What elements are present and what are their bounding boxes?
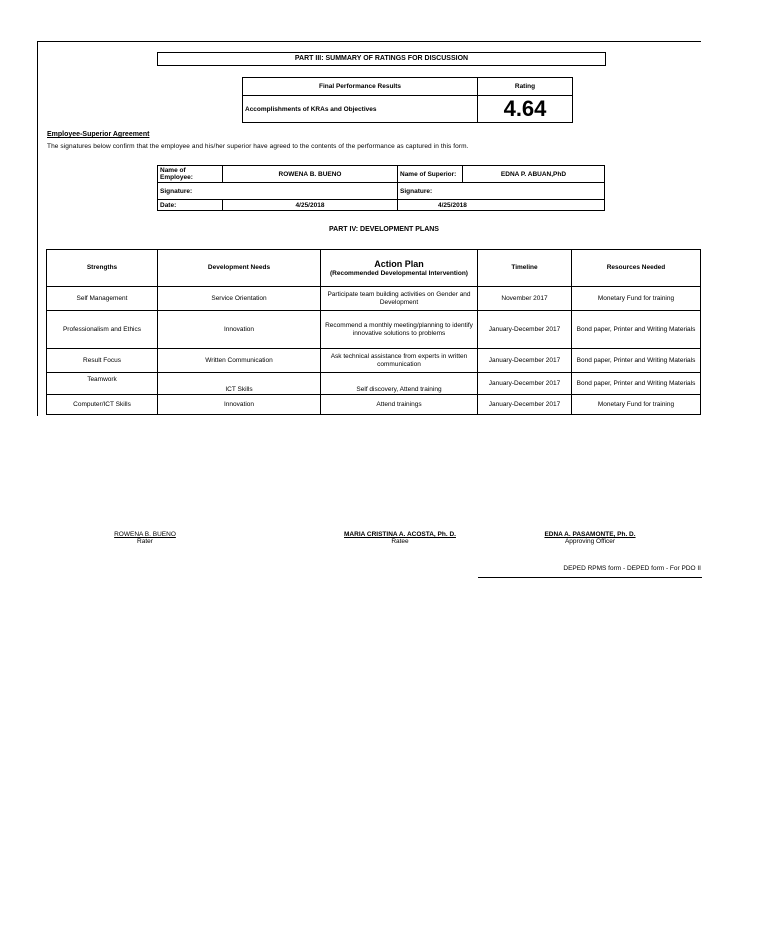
- action-cell: Ask technical assistance from experts in written communication: [321, 349, 478, 373]
- action-plan-title: Action Plan: [374, 258, 424, 269]
- part4-title: PART IV: DEVELOPMENT PLANS: [329, 226, 439, 233]
- action-cell: Recommend a monthly meeting/planning to identify innovative solutions to problems: [321, 311, 478, 349]
- header-timeline: Timeline: [478, 250, 572, 287]
- results-header-rating: Rating: [478, 78, 573, 96]
- frame-top-border: [37, 41, 701, 42]
- strength-cell: Self Management: [47, 287, 158, 311]
- timeline-cell: January-December 2017: [478, 349, 572, 373]
- action-cell: Self discovery, Attend training: [321, 373, 478, 395]
- superior-name-label: Name of Superior:: [398, 166, 463, 183]
- agreement-heading: Employee-Superior Agreement: [47, 131, 150, 138]
- resources-cell: Monetary Fund for training: [572, 287, 701, 311]
- action-cell: Attend trainings: [321, 395, 478, 415]
- form-footer: DEPED RPMS form - DEPED form - For PDO II: [563, 565, 701, 572]
- part3-title: PART III: SUMMARY OF RATINGS FOR DISCUSSION: [157, 52, 606, 66]
- signatory-ratee: [320, 531, 480, 545]
- signatory-name: ROWENA B. BUENO: [114, 531, 176, 538]
- resources-cell: Monetary Fund for training: [572, 395, 701, 415]
- footer-line: [478, 577, 702, 578]
- table-row: [47, 395, 701, 415]
- need-cell: Innovation: [158, 311, 321, 349]
- timeline-cell: January-December 2017: [478, 395, 572, 415]
- signature-table: [157, 165, 605, 211]
- signatory-rater: [85, 531, 205, 545]
- employee-date: 4/25/2018: [223, 200, 398, 211]
- results-header-label: Final Performance Results: [243, 78, 478, 96]
- strength-cell: Teamwork: [47, 373, 158, 395]
- need-cell: Innovation: [158, 395, 321, 415]
- timeline-cell: January-December 2017: [478, 311, 572, 349]
- timeline-cell: November 2017: [478, 287, 572, 311]
- strength-cell: Professionalism and Ethics: [47, 311, 158, 349]
- results-table: [242, 77, 573, 123]
- signatory-name: EDNA A. PASAMONTE, Ph. D.: [544, 531, 636, 538]
- header-resources: Resources Needed: [572, 250, 701, 287]
- signatory-role: Rater: [137, 538, 153, 545]
- table-row: [47, 349, 701, 373]
- need-cell: ICT Skills: [158, 373, 321, 395]
- header-action-plan: [321, 250, 478, 287]
- need-cell: Service Orientation: [158, 287, 321, 311]
- signatory-role: Ratee: [391, 538, 409, 545]
- development-plans-table: [46, 249, 701, 415]
- table-row: [47, 287, 701, 311]
- signatory-approving-officer: [510, 531, 670, 545]
- date-label: Date:: [158, 200, 223, 211]
- strength-cell: Computer/ICT Skills: [47, 395, 158, 415]
- header-strengths: Strengths: [47, 250, 158, 287]
- superior-signature-label: Signature:: [398, 183, 605, 200]
- action-plan-subtitle: (Recommended Developmental Intervention): [330, 269, 468, 277]
- need-cell: Written Communication: [158, 349, 321, 373]
- superior-date: 4/25/2018: [398, 200, 605, 211]
- action-cell: Participate team building activities on Gender and Development: [321, 287, 478, 311]
- superior-name-value: EDNA P. ABUAN,PhD: [463, 166, 605, 183]
- resources-cell: Bond paper, Printer and Writing Materials: [572, 373, 701, 395]
- timeline-cell: January-December 2017: [478, 373, 572, 395]
- employee-signature-label: Signature:: [158, 183, 398, 200]
- employee-name-label: Name of Employee:: [158, 166, 223, 183]
- resources-cell: Bond paper, Printer and Writing Materials: [572, 349, 701, 373]
- final-rating-value: 4.64: [478, 96, 573, 123]
- signatory-role: Approving Officer: [564, 538, 616, 545]
- results-row-label: Accomplishments of KRAs and Objectives: [243, 96, 478, 123]
- agreement-text: The signatures below confirm that the employee and his/her superior have agreed to the contents of the performance as captured in this form.: [47, 143, 469, 150]
- employee-name-value: ROWENA B. BUENO: [223, 166, 398, 183]
- signatory-name: MARIA CRISTINA A. ACOSTA, Ph. D.: [344, 531, 456, 538]
- table-row: [47, 373, 701, 395]
- resources-cell: Bond paper, Printer and Writing Materials: [572, 311, 701, 349]
- strength-cell: Result Focus: [47, 349, 158, 373]
- table-row: [47, 311, 701, 349]
- header-development-needs: Development Needs: [158, 250, 321, 287]
